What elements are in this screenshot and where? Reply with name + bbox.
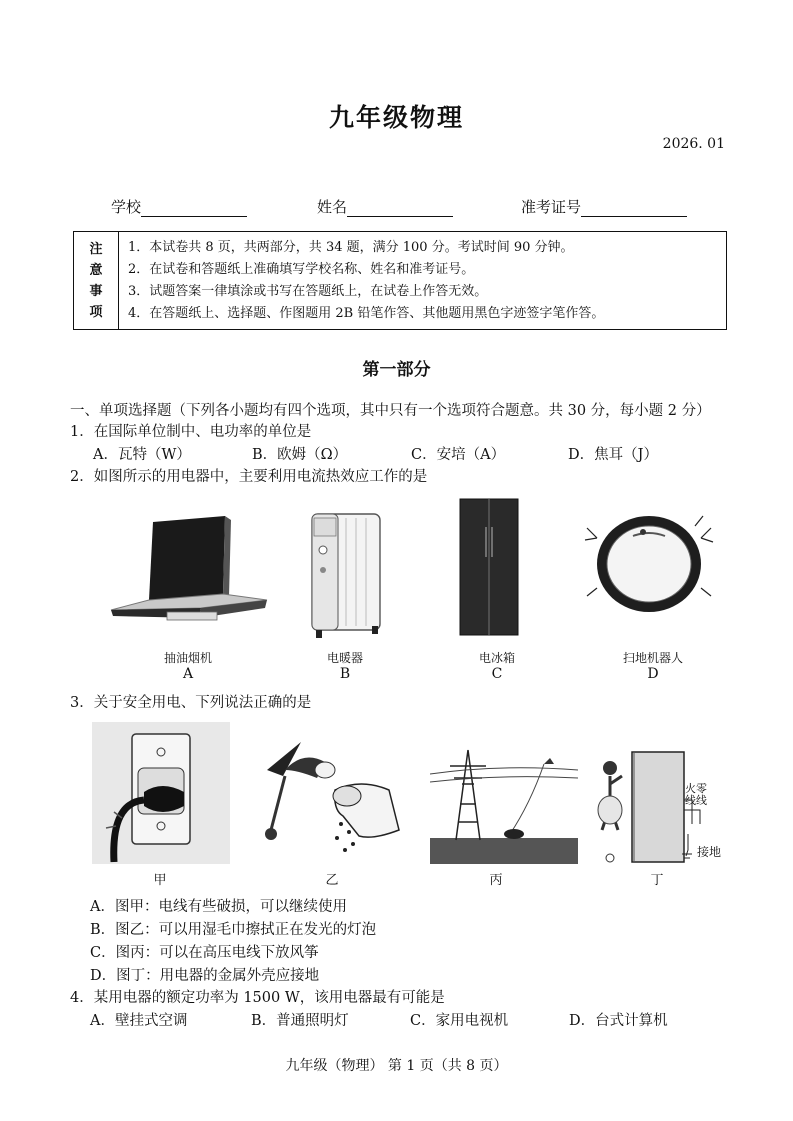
name-field [317,196,453,217]
refrigerator-image [458,497,522,639]
q3-option-c[interactable]: C．图丙：可以在高压电线下放风筝 [90,945,319,961]
q1-stem: 1．在国际单位制中、电功率的单位是 [70,424,312,440]
section-heading: 一、单项选择题（下列各小题均有四个选项，其中只有一个选项符合题意。共 30 分，每小题 2 分） [70,403,711,419]
page-title: 九年级物理 [328,103,464,132]
fig-ground-label: 接地 [697,845,722,859]
q3-caption-jia: 甲 [153,873,167,888]
damaged-plug-image [92,722,230,864]
notice-items [128,237,604,325]
q1-option-b[interactable]: B．欧姆（Ω） [252,447,348,463]
exam-id-field [521,196,687,217]
q2-stem: 2．如图所示的用电器中，主要利用电流热效应工作的是 [70,469,428,485]
q3-caption-yi: 乙 [325,873,339,888]
school-blank[interactable] [141,200,247,217]
notice-item: 3．试题答案一律填涂或书写在答题纸上，在试卷上作答无效。 [128,284,488,299]
school-field [111,196,247,217]
notice-label: 注 意 事 项 [74,232,119,329]
q3-caption-ding: 丁 [650,873,664,888]
notice-item: 2．在试卷和答题纸上准确填写学校名称、姓名和准考证号。 [128,262,475,277]
notice-box [73,231,727,330]
robot-vacuum-image [583,508,715,620]
q3-option-b[interactable]: B．图乙：可以用湿毛巾擦拭正在发光的灯泡 [90,922,377,938]
part-title: 第一部分 [362,360,431,380]
q2-letter-b[interactable]: B [339,666,351,682]
exam-id-label: 准考证号 [521,198,582,216]
q4-option-d[interactable]: D．台式计算机 [569,1013,668,1029]
exam-date: 2026. 01 [662,136,725,152]
exam-id-blank[interactable] [581,200,687,217]
name-blank[interactable] [347,200,453,217]
lamp-towel-image [263,740,405,858]
q4-option-a[interactable]: A．壁挂式空调 [90,1013,188,1029]
q2-letter-c[interactable]: C [491,666,503,682]
q2-caption-b: 电暖器 [326,651,363,665]
q1-option-a[interactable]: A．瓦特（W） [93,447,191,463]
q2-caption-c: 电冰箱 [478,651,515,665]
school-label: 学校 [111,198,142,216]
notice-item: 4．在答题纸上、选择题、作图题用 2B 铅笔作答、其他题用黑色字迹签字笔作答。 [128,306,605,321]
q4-option-b[interactable]: B．普通照明灯 [251,1013,349,1029]
kite-powerline-image [430,744,578,864]
fig-wire-labels: 火零 线线 [685,782,707,807]
page-footer: 九年级（物理） 第 1 页（共 8 页） [285,1058,508,1074]
q3-option-a[interactable]: A．图甲：电线有些破损，可以继续使用 [90,899,347,915]
name-label: 姓名 [317,198,348,216]
q3-caption-bing: 丙 [489,873,503,888]
q3-stem: 3．关于安全用电、下列说法正确的是 [70,695,312,711]
q2-letter-a[interactable]: A [182,666,194,682]
q1-option-d[interactable]: D．焦耳（J） [568,447,658,463]
range-hood-image [105,512,270,630]
q4-option-c[interactable]: C．家用电视机 [410,1013,509,1029]
electric-heater-image [302,508,387,640]
q4-stem: 4．某用电器的额定功率为 1500 W，该用电器最有可能是 [70,990,445,1006]
q2-caption-a: 抽油烟机 [163,651,212,665]
q1-option-c[interactable]: C．安培（A） [411,447,506,463]
q3-option-d[interactable]: D．图丁：用电器的金属外壳应接地 [90,968,320,984]
q2-letter-d[interactable]: D [647,666,659,682]
notice-item: 1．本试卷共 8 页，共两部分，共 34 题，满分 100 分。考试时间 90 分钟。 [128,240,574,255]
q2-caption-d: 扫地机器人 [622,651,683,665]
